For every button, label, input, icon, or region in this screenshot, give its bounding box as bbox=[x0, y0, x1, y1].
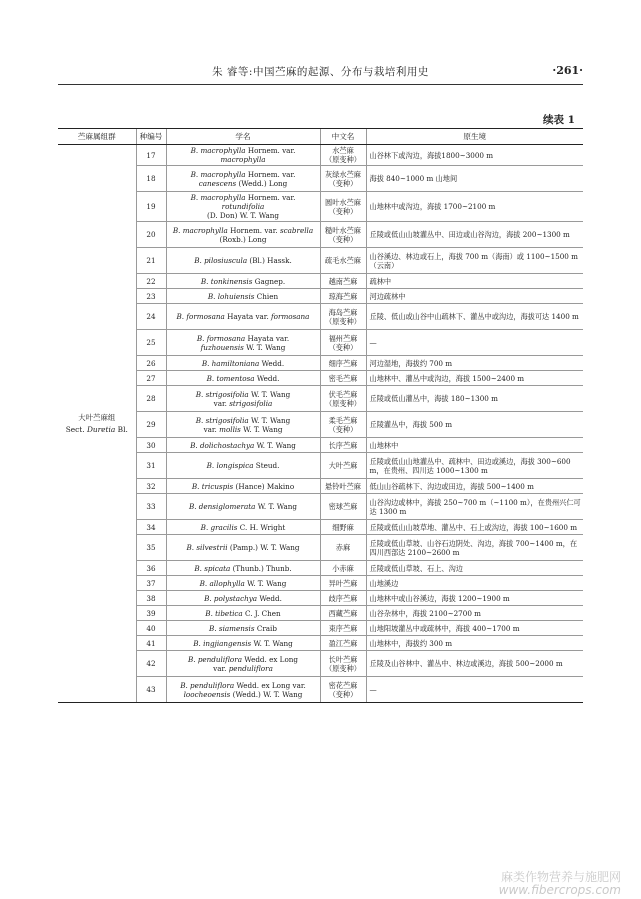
header-rule bbox=[58, 84, 583, 85]
table-row bbox=[58, 304, 583, 330]
chinese-name bbox=[320, 222, 366, 248]
habitat: 丘陵或低山灌丛中，海拔 180~1300 m bbox=[366, 386, 583, 412]
scientific-name-part: B. penduliflora bbox=[187, 654, 242, 664]
scientific-name-part: B. gracilis bbox=[200, 522, 238, 532]
scientific-name bbox=[166, 621, 320, 636]
chinese-name bbox=[320, 330, 366, 356]
scientific-name bbox=[166, 145, 320, 166]
chinese-name bbox=[320, 535, 366, 561]
scientific-name-part: B. tibetica bbox=[205, 608, 243, 618]
chinese-name-main: 密花苎麻 bbox=[328, 680, 358, 690]
group-latin-prefix: Sect. bbox=[65, 424, 87, 434]
running-head bbox=[0, 64, 641, 80]
species-number: 37 bbox=[136, 576, 166, 591]
habitat: — bbox=[366, 677, 583, 703]
chinese-name-main: 赤麻 bbox=[335, 543, 351, 552]
chinese-name bbox=[320, 438, 366, 453]
scientific-name bbox=[166, 166, 320, 192]
scientific-name-part: Hornem. var. bbox=[227, 225, 280, 235]
chinese-name-main: 盈江苎麻 bbox=[328, 638, 358, 648]
scientific-name bbox=[166, 479, 320, 494]
habitat: 丘陵或低山草坡、山谷石边阴处、沟边，海拔 700~1400 m，在四川西部达 2100~2600 m bbox=[366, 535, 583, 561]
table-row bbox=[58, 386, 583, 412]
table-row bbox=[58, 677, 583, 703]
species-number: 24 bbox=[136, 304, 166, 330]
chinese-name-variety: （变种） bbox=[328, 178, 358, 188]
column-header-chinese-name: 中文名 bbox=[320, 129, 366, 145]
table-row bbox=[58, 289, 583, 304]
habitat: 山地林中或山谷溪边，海拔 1200~1900 m bbox=[366, 591, 583, 606]
chinese-name bbox=[320, 621, 366, 636]
scientific-name-part: B. tomentosa bbox=[206, 373, 255, 383]
scientific-name-part: var. bbox=[213, 663, 229, 673]
scientific-name-part: B. longispica bbox=[206, 461, 254, 470]
species-number: 33 bbox=[136, 494, 166, 520]
habitat: 丘陵或低山草坡、石上、沟边 bbox=[366, 561, 583, 576]
chinese-name-variety: （变种） bbox=[328, 206, 358, 216]
scientific-name-part: W. T. Wang bbox=[248, 415, 291, 425]
table-row bbox=[58, 479, 583, 494]
species-number: 20 bbox=[136, 222, 166, 248]
species-number: 30 bbox=[136, 438, 166, 453]
scientific-name bbox=[166, 386, 320, 412]
scientific-name-part: macrophylla bbox=[220, 155, 266, 164]
habitat: 山地阳坡灌丛中或疏林中，海拔 400~1700 m bbox=[366, 621, 583, 636]
scientific-name-part: B. tonkinensis bbox=[200, 276, 253, 286]
scientific-name bbox=[166, 591, 320, 606]
scientific-name-part: B. macrophylla bbox=[190, 146, 246, 155]
chinese-name bbox=[320, 145, 366, 166]
scientific-name-part: (Pamp.) W. T. Wang bbox=[227, 543, 300, 552]
species-number: 32 bbox=[136, 479, 166, 494]
table-row bbox=[58, 412, 583, 438]
scientific-name bbox=[166, 438, 320, 453]
group-latin-author: Bl. bbox=[115, 424, 128, 434]
chinese-name-variety: （原变种） bbox=[325, 316, 361, 326]
species-number: 28 bbox=[136, 386, 166, 412]
scientific-name-part: mollis bbox=[219, 424, 241, 434]
column-header-number: 种编号 bbox=[136, 129, 166, 145]
scientific-name bbox=[166, 289, 320, 304]
scientific-name-part: Chien bbox=[254, 291, 279, 301]
chinese-name bbox=[320, 356, 366, 371]
species-number: 19 bbox=[136, 192, 166, 222]
habitat: 山谷溪边、林边或石上，海拔 700 m（海南）或 1100~1500 m（云南） bbox=[366, 248, 583, 274]
scientific-name-part: B. formosana bbox=[196, 333, 246, 343]
group-cell bbox=[58, 145, 136, 703]
chinese-name-main: 西藏苎麻 bbox=[328, 608, 358, 618]
species-number: 36 bbox=[136, 561, 166, 576]
chinese-name bbox=[320, 304, 366, 330]
table-row bbox=[58, 621, 583, 636]
scientific-name-part: B. formosana bbox=[176, 312, 225, 321]
scientific-name bbox=[166, 274, 320, 289]
habitat: 河边疏林中 bbox=[366, 289, 583, 304]
chinese-name bbox=[320, 606, 366, 621]
habitat: 丘陵灌丛中，海拔 500 m bbox=[366, 412, 583, 438]
table-row bbox=[58, 371, 583, 386]
scientific-name bbox=[166, 453, 320, 479]
species-number: 38 bbox=[136, 591, 166, 606]
table-row bbox=[58, 651, 583, 677]
species-table bbox=[58, 128, 583, 703]
table-row bbox=[58, 606, 583, 621]
scientific-name-part: B. siamensis bbox=[209, 623, 255, 633]
chinese-name-main: 伏毛苎麻 bbox=[328, 389, 358, 399]
chinese-name-main: 灰绿水苎麻 bbox=[325, 169, 361, 179]
chinese-name bbox=[320, 479, 366, 494]
chinese-name-main: 水苎麻 bbox=[332, 146, 354, 155]
scientific-name-part: W. T. Wang bbox=[254, 440, 296, 450]
chinese-name-main: 越南苎麻 bbox=[328, 276, 358, 286]
scientific-name-part: rotundifolia bbox=[221, 202, 265, 211]
scientific-name bbox=[166, 606, 320, 621]
species-number: 21 bbox=[136, 248, 166, 274]
scientific-name-part: Gagnep. bbox=[252, 276, 286, 286]
table-row bbox=[58, 166, 583, 192]
scientific-name bbox=[166, 356, 320, 371]
scientific-name-part: Wedd. bbox=[257, 593, 282, 603]
scientific-name-part: (Wedd.) W. T. Wang bbox=[230, 689, 303, 699]
table-row bbox=[58, 561, 583, 576]
species-number: 18 bbox=[136, 166, 166, 192]
chinese-name bbox=[320, 591, 366, 606]
scientific-name-part: W. T. Wang bbox=[251, 638, 293, 648]
scientific-name-part: B. macrophylla bbox=[190, 193, 246, 202]
habitat: 山地林中或沟边，海拔 1700~2100 m bbox=[366, 192, 583, 222]
scientific-name bbox=[166, 192, 320, 222]
chinese-name-main: 细序苎麻 bbox=[328, 358, 358, 368]
habitat: 丘陵或低山山坡草地、灌丛中、石上或沟边，海拔 100~1600 m bbox=[366, 520, 583, 535]
table-row bbox=[58, 520, 583, 535]
chinese-name-main: 柔毛苎麻 bbox=[328, 415, 358, 425]
habitat: 疏林中 bbox=[366, 274, 583, 289]
running-title: 朱 睿等:中国苎麻的起源、分布与栽培利用史 bbox=[212, 66, 429, 78]
chinese-name-variety: （变种） bbox=[328, 234, 358, 244]
scientific-name-part: scabrella bbox=[279, 225, 314, 235]
scientific-name-part: B. macrophylla bbox=[190, 169, 246, 179]
chinese-name-main: 异叶苎麻 bbox=[328, 578, 358, 588]
scientific-name-part: B. hamiltoniana bbox=[201, 358, 260, 368]
habitat: 丘陵或低山山地灌丛中、疏林中、田边或溪边，海拔 300~600 m，在贵州、四川达 1000~1300 m bbox=[366, 453, 583, 479]
chinese-name-main: 福州苎麻 bbox=[328, 333, 358, 343]
chinese-name bbox=[320, 576, 366, 591]
habitat: — bbox=[366, 330, 583, 356]
scientific-name bbox=[166, 412, 320, 438]
habitat: 河边湿地，海拔约 700 m bbox=[366, 356, 583, 371]
scientific-name-part: B. densiglomerata bbox=[188, 502, 256, 511]
chinese-name bbox=[320, 386, 366, 412]
table-row bbox=[58, 591, 583, 606]
chinese-name-main: 琼海苎麻 bbox=[328, 291, 358, 301]
scientific-name-part: (D. Don) W. T. Wang bbox=[207, 211, 279, 220]
species-number: 41 bbox=[136, 636, 166, 651]
scientific-name bbox=[166, 248, 320, 274]
table-row bbox=[58, 494, 583, 520]
habitat: 山谷杂林中，海拔 2100~2700 m bbox=[366, 606, 583, 621]
habitat: 山地溪边 bbox=[366, 576, 583, 591]
scientific-name-part: formosana bbox=[271, 312, 310, 321]
table-row bbox=[58, 274, 583, 289]
chinese-name bbox=[320, 412, 366, 438]
habitat: 山地林中，海拔约 300 m bbox=[366, 636, 583, 651]
scientific-name-part: B. penduliflora bbox=[180, 680, 235, 690]
chinese-name-main: 密球苎麻 bbox=[328, 502, 358, 511]
species-number: 39 bbox=[136, 606, 166, 621]
species-number: 22 bbox=[136, 274, 166, 289]
chinese-name-main: 密毛苎麻 bbox=[328, 373, 358, 383]
scientific-name-part: C. H. Wright bbox=[237, 522, 286, 532]
scientific-name bbox=[166, 576, 320, 591]
scientific-name-part: (Roxb.) Long bbox=[219, 234, 267, 244]
scientific-name-part: W. T. Wang bbox=[255, 502, 298, 511]
table-row bbox=[58, 535, 583, 561]
chinese-name bbox=[320, 274, 366, 289]
chinese-name-main: 长序苎麻 bbox=[328, 440, 358, 450]
table-row bbox=[58, 636, 583, 651]
chinese-name bbox=[320, 651, 366, 677]
table-row bbox=[58, 248, 583, 274]
habitat: 丘陵及山谷林中、灌丛中、林边或溪边，海拔 500~2000 m bbox=[366, 651, 583, 677]
scientific-name-part: B. strigosifolia bbox=[195, 415, 249, 425]
chinese-name-variety: （变种） bbox=[328, 424, 358, 434]
species-number: 35 bbox=[136, 535, 166, 561]
chinese-name-main: 长叶苎麻 bbox=[328, 654, 358, 664]
table-row bbox=[58, 222, 583, 248]
scientific-name-part: var. bbox=[213, 398, 230, 408]
habitat: 低山山谷疏林下、沟边或田边，海拔 500~1400 m bbox=[366, 479, 583, 494]
habitat: 山地林中、灌丛中或沟边，海拔 1500~2400 m bbox=[366, 371, 583, 386]
table-caption: 续表 1 bbox=[543, 114, 575, 126]
chinese-name-main: 束序苎麻 bbox=[328, 623, 358, 633]
habitat: 山谷林下或沟边，海拔1800~3000 m bbox=[366, 145, 583, 166]
chinese-name bbox=[320, 371, 366, 386]
scientific-name-part: C. J. Chen bbox=[242, 608, 281, 618]
table-row bbox=[58, 576, 583, 591]
scientific-name-part: B. macrophylla bbox=[172, 225, 228, 235]
scientific-name-part: B. polystachya bbox=[204, 593, 258, 603]
scientific-name-part: W. T. Wang bbox=[248, 389, 291, 399]
species-number: 29 bbox=[136, 412, 166, 438]
species-number: 17 bbox=[136, 145, 166, 166]
scientific-name-part: loocheoensis bbox=[183, 689, 231, 699]
chinese-name-main: 小赤麻 bbox=[332, 563, 354, 573]
chinese-name bbox=[320, 289, 366, 304]
chinese-name-main: 歧序苎麻 bbox=[328, 593, 358, 603]
chinese-name bbox=[320, 453, 366, 479]
scientific-name-part: (Bl.) Hassk. bbox=[247, 256, 292, 265]
scientific-name-part: Steud. bbox=[253, 461, 280, 470]
column-header-group: 苎麻属组群 bbox=[58, 129, 136, 145]
habitat: 海拔 840~1000 m 山地间 bbox=[366, 166, 583, 192]
scientific-name-part: B. pilosiuscula bbox=[194, 256, 248, 265]
species-number: 26 bbox=[136, 356, 166, 371]
watermark-text: 麻类作物营养与施肥网 bbox=[500, 870, 621, 884]
species-number: 25 bbox=[136, 330, 166, 356]
chinese-name bbox=[320, 494, 366, 520]
scientific-name-part: (Thunb.) Thunb. bbox=[230, 563, 292, 573]
scientific-name-part: B. lohuiensis bbox=[207, 291, 255, 301]
species-number: 43 bbox=[136, 677, 166, 703]
table-row bbox=[58, 438, 583, 453]
habitat: 丘陵或低山山坡灌丛中、田边或山谷沟边，海拔 200~1300 m bbox=[366, 222, 583, 248]
scientific-name-part: Wedd. bbox=[254, 373, 280, 383]
species-number: 42 bbox=[136, 651, 166, 677]
scientific-name-part: (Hance) Makino bbox=[233, 481, 295, 491]
scientific-name bbox=[166, 651, 320, 677]
scientific-name-part: B. strigosifolia bbox=[195, 389, 249, 399]
scientific-name-part: Hornem. var. bbox=[245, 146, 296, 155]
scientific-name-part: var. bbox=[203, 424, 220, 434]
table-body bbox=[58, 145, 583, 703]
chinese-name-variety: （变种） bbox=[328, 689, 358, 699]
chinese-name-variety: （原变种） bbox=[325, 663, 361, 673]
chinese-name-main: 细野麻 bbox=[332, 522, 354, 532]
table-row bbox=[58, 145, 583, 166]
scientific-name bbox=[166, 222, 320, 248]
scientific-name-part: canescens bbox=[198, 178, 237, 188]
scientific-name-part: Craib bbox=[254, 623, 277, 633]
scientific-name-part: Wedd. ex Long bbox=[241, 654, 299, 664]
scientific-name-part: B. spicata bbox=[194, 563, 231, 573]
habitat: 山地林中 bbox=[366, 438, 583, 453]
scientific-name bbox=[166, 330, 320, 356]
scientific-name-part: Hayata var. bbox=[224, 312, 272, 321]
scientific-name-part: W. T. Wang bbox=[243, 342, 286, 352]
group-latin-name: Duretia bbox=[86, 424, 116, 434]
scientific-name-part: Hornem. var. bbox=[245, 169, 296, 179]
scientific-name-part: Wedd. ex Long var. bbox=[234, 680, 306, 690]
scientific-name bbox=[166, 561, 320, 576]
scientific-name-part: penduliflora bbox=[228, 663, 273, 673]
group-name-latin bbox=[60, 424, 134, 435]
group-name-cn: 大叶苎麻组 bbox=[78, 413, 116, 423]
chinese-name-variety: （变种） bbox=[328, 342, 358, 352]
habitat: 山谷沟边或林中，海拔 250~700 m（~1100 m），在贵州兴仁可达 1300 m bbox=[366, 494, 583, 520]
scientific-name-part: Hornem. var. bbox=[245, 193, 296, 202]
scientific-name bbox=[166, 371, 320, 386]
chinese-name-main: 圆叶水苎麻 bbox=[325, 197, 361, 207]
chinese-name-main: 海岛苎麻 bbox=[328, 307, 358, 317]
scientific-name-part: (Wedd.) Long bbox=[236, 178, 288, 188]
scientific-name bbox=[166, 677, 320, 703]
chinese-name-main: 糙叶水苎麻 bbox=[325, 225, 361, 235]
chinese-name bbox=[320, 192, 366, 222]
species-number: 31 bbox=[136, 453, 166, 479]
table-row bbox=[58, 356, 583, 371]
species-number: 27 bbox=[136, 371, 166, 386]
scientific-name-part: B. tricuspis bbox=[191, 481, 234, 491]
species-number: 23 bbox=[136, 289, 166, 304]
habitat: 丘陵、低山或山谷中山疏林下、灌丛中或沟边，海拔可达 1400 m bbox=[366, 304, 583, 330]
scientific-name-part: Hayata var. bbox=[245, 333, 290, 343]
chinese-name bbox=[320, 520, 366, 535]
scientific-name bbox=[166, 304, 320, 330]
chinese-name-main: 疏毛水苎麻 bbox=[325, 256, 361, 265]
column-header-scientific-name: 学名 bbox=[166, 129, 320, 145]
scientific-name-part: fuzhouensis bbox=[200, 342, 244, 352]
scientific-name-part: strigosifolia bbox=[229, 398, 273, 408]
scientific-name-part: Wedd. bbox=[259, 358, 285, 368]
chinese-name bbox=[320, 561, 366, 576]
table-row bbox=[58, 453, 583, 479]
table-row bbox=[58, 192, 583, 222]
chinese-name bbox=[320, 636, 366, 651]
watermark-url: www.fibercrops.com bbox=[498, 883, 621, 897]
chinese-name bbox=[320, 248, 366, 274]
scientific-name-part: W. T. Wang bbox=[244, 578, 287, 588]
scientific-name bbox=[166, 535, 320, 561]
scientific-name-part: B. silvestrii bbox=[186, 543, 228, 552]
scientific-name-part: B. allophylla bbox=[199, 578, 245, 588]
scientific-name bbox=[166, 636, 320, 651]
scientific-name bbox=[166, 494, 320, 520]
chinese-name-main: 大叶苎麻 bbox=[328, 461, 358, 470]
scientific-name bbox=[166, 520, 320, 535]
table-header-row bbox=[58, 129, 583, 145]
chinese-name bbox=[320, 677, 366, 703]
chinese-name-variety: （原变种） bbox=[325, 155, 361, 164]
chinese-name-main: 悬铃叶苎麻 bbox=[325, 481, 361, 491]
species-number: 34 bbox=[136, 520, 166, 535]
scientific-name-part: B. dolichostachya bbox=[190, 440, 255, 450]
chinese-name bbox=[320, 166, 366, 192]
page-number: ·261· bbox=[552, 64, 583, 77]
table-row bbox=[58, 330, 583, 356]
scientific-name-part: W. T. Wang bbox=[240, 424, 283, 434]
column-header-habitat: 原生境 bbox=[366, 129, 583, 145]
scientific-name-part: B. ingjiangensis bbox=[193, 638, 252, 648]
chinese-name-variety: （原变种） bbox=[325, 398, 361, 408]
species-number: 40 bbox=[136, 621, 166, 636]
